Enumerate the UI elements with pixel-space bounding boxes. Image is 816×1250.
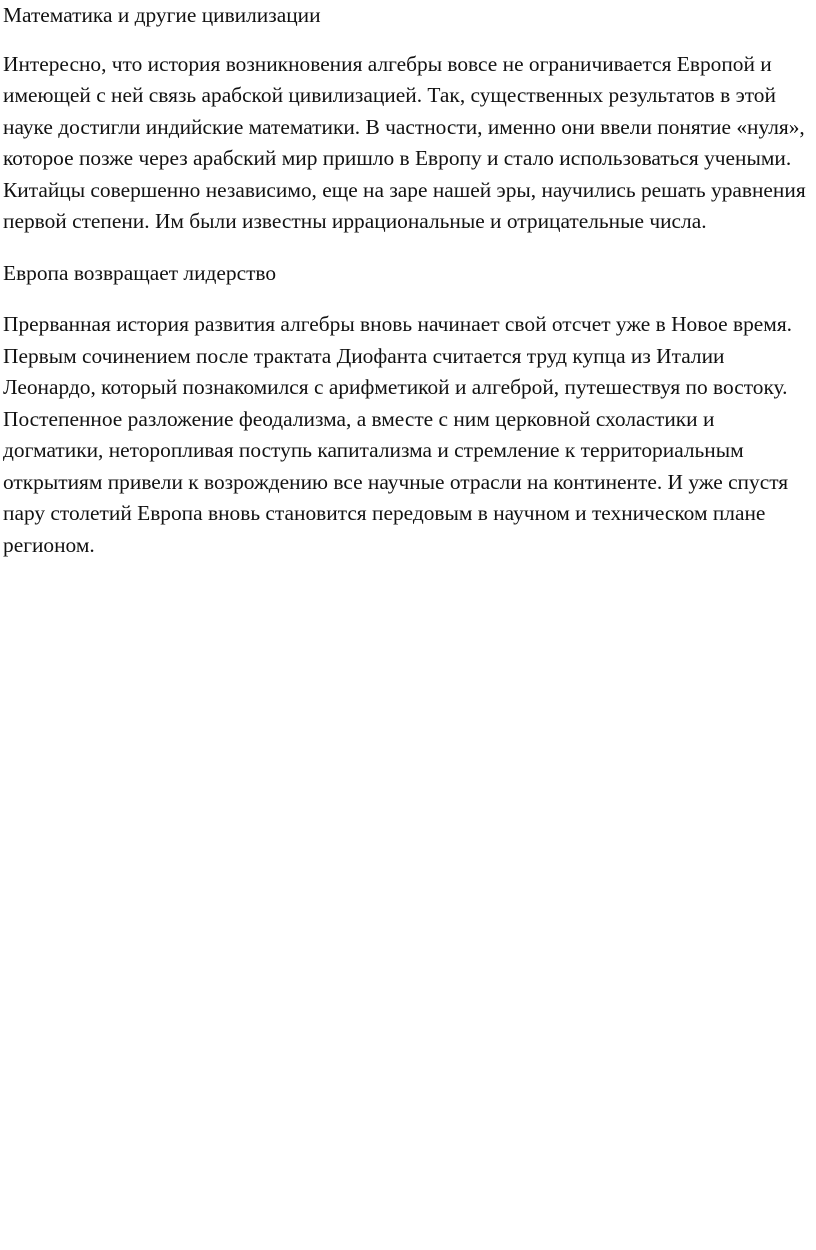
paragraph-europe-leadership: Прерванная история развития алгебры вновь начинает свой отсчет уже в Новое время. Первым сочинением после трактата Диофанта считается труд купца из Италии Леонардо, который познакомился с арифметикой и алгеброй, путешествуя по востоку. Постепенное разложение феодализма, а вместе с ним церковной схоластики и догматики, неторопливая поступь капитализма и стремление к территориальным открытиям привели к возрождению все научные отрасли на континенте. И уже спустя пару столетий Европа вновь становится передовым в научном и техническом плане регионом. (3, 312, 793, 557)
section-heading-europe-leadership: Европа возвращает лидерство (3, 260, 277, 285)
paragraph-other-civilizations: Интересно, что история возникновения алгебры вовсе не ограничивается Европой и имеющей с ней связь арабской цивилизацией. Так, существенных результатов в этой науке достигли индийские математики. В частности, именно они ввели понятие «нуля», которое позже через арабский мир пришло в Европу и стало использоваться учеными. Китайцы совершенно независимо, еще на заре нашей эры, научились решать уравнения первой степени. Им были известны иррациональные и отрицательные числа. (3, 51, 806, 233)
section-heading-other-civilizations: Математика и другие цивилизации (3, 3, 321, 27)
